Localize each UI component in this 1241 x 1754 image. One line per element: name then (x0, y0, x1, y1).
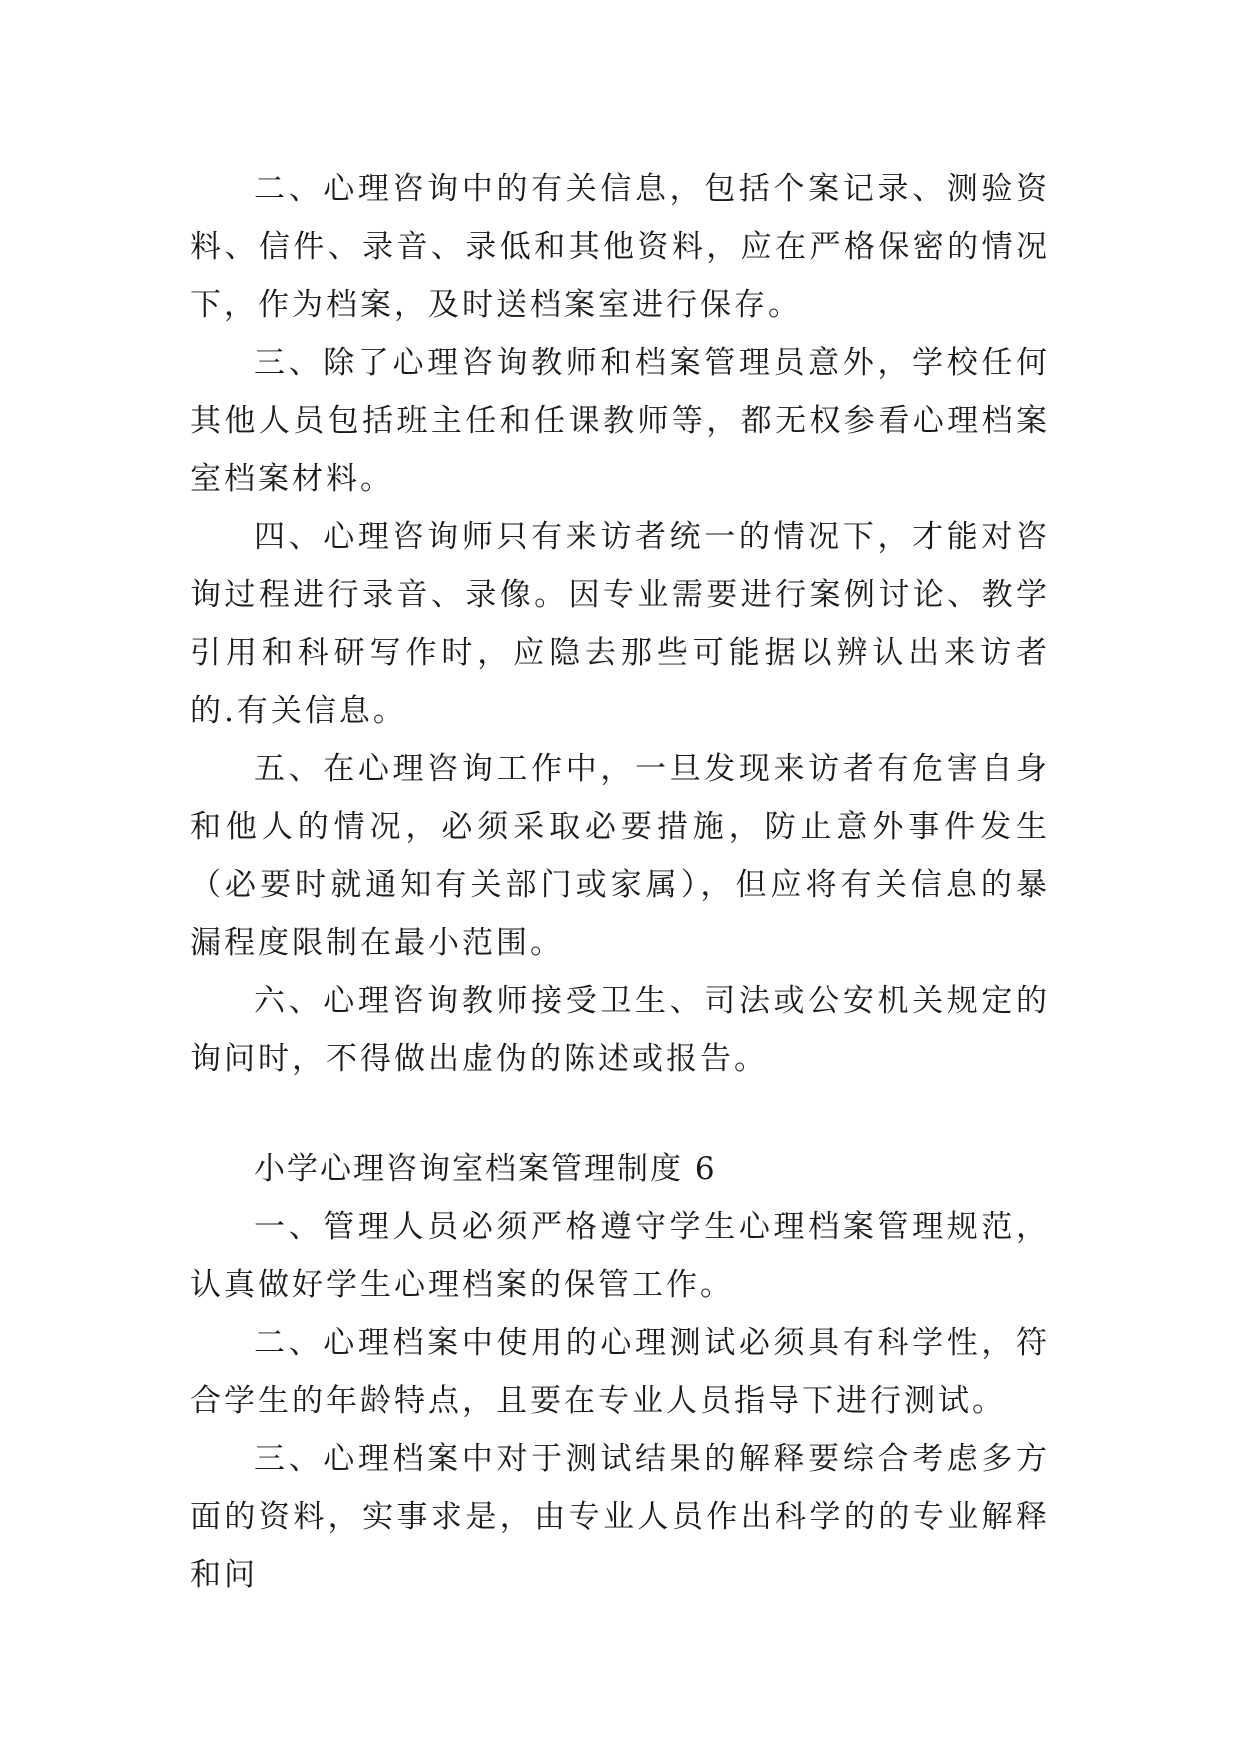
paragraph: 二、心理档案中使用的心理测试必须具有科学性，符合学生的年龄特点，且要在专业人员指导下进行测试。 (190, 1325, 1050, 1419)
paragraph: 四、心理咨询师只有来访者统一的情况下，才能对咨询过程进行录音、录像。因专业需要进行案例讨论、教学引用和科研写作时，应隐去那些可能据以辨认出来访者的.有关信息。 (190, 519, 1050, 729)
document-body (190, 160, 1050, 1604)
paragraph: 一、管理人员必须严格遵守学生心理档案管理规范，认真做好学生心理档案的保管工作。 (190, 1209, 1050, 1303)
paragraph: 三、除了心理咨询教师和档案管理员意外，学校任何其他人员包括班主任和任课教师等，都无权参看心理档案室档案材料。 (190, 345, 1050, 497)
paragraph: 五、在心理咨询工作中，一旦发现来访者有危害自身和他人的情况，必须采取必要措施，防止意外事件发生（必要时就通知有关部门或家属），但应将有关信息的暴漏程度限制在最小范围。 (190, 751, 1050, 961)
paragraph: 三、心理档案中对于测试结果的解释要综合考虑多方面的资料，实事求是，由专业人员作出科学的的专业解释和问 (190, 1441, 1050, 1593)
paragraph: 二、心理咨询中的有关信息，包括个案记录、测验资料、信件、录音、录低和其他资料，应在严格保密的情况下，作为档案，及时送档案室进行保存。 (190, 171, 1050, 323)
paragraph: 六、心理咨询教师接受卫生、司法或公安机关规定的询问时，不得做出虚伪的陈述或报告。 (190, 983, 1050, 1077)
section-title: 小学心理咨询室档案管理制度 6 (254, 1151, 717, 1187)
